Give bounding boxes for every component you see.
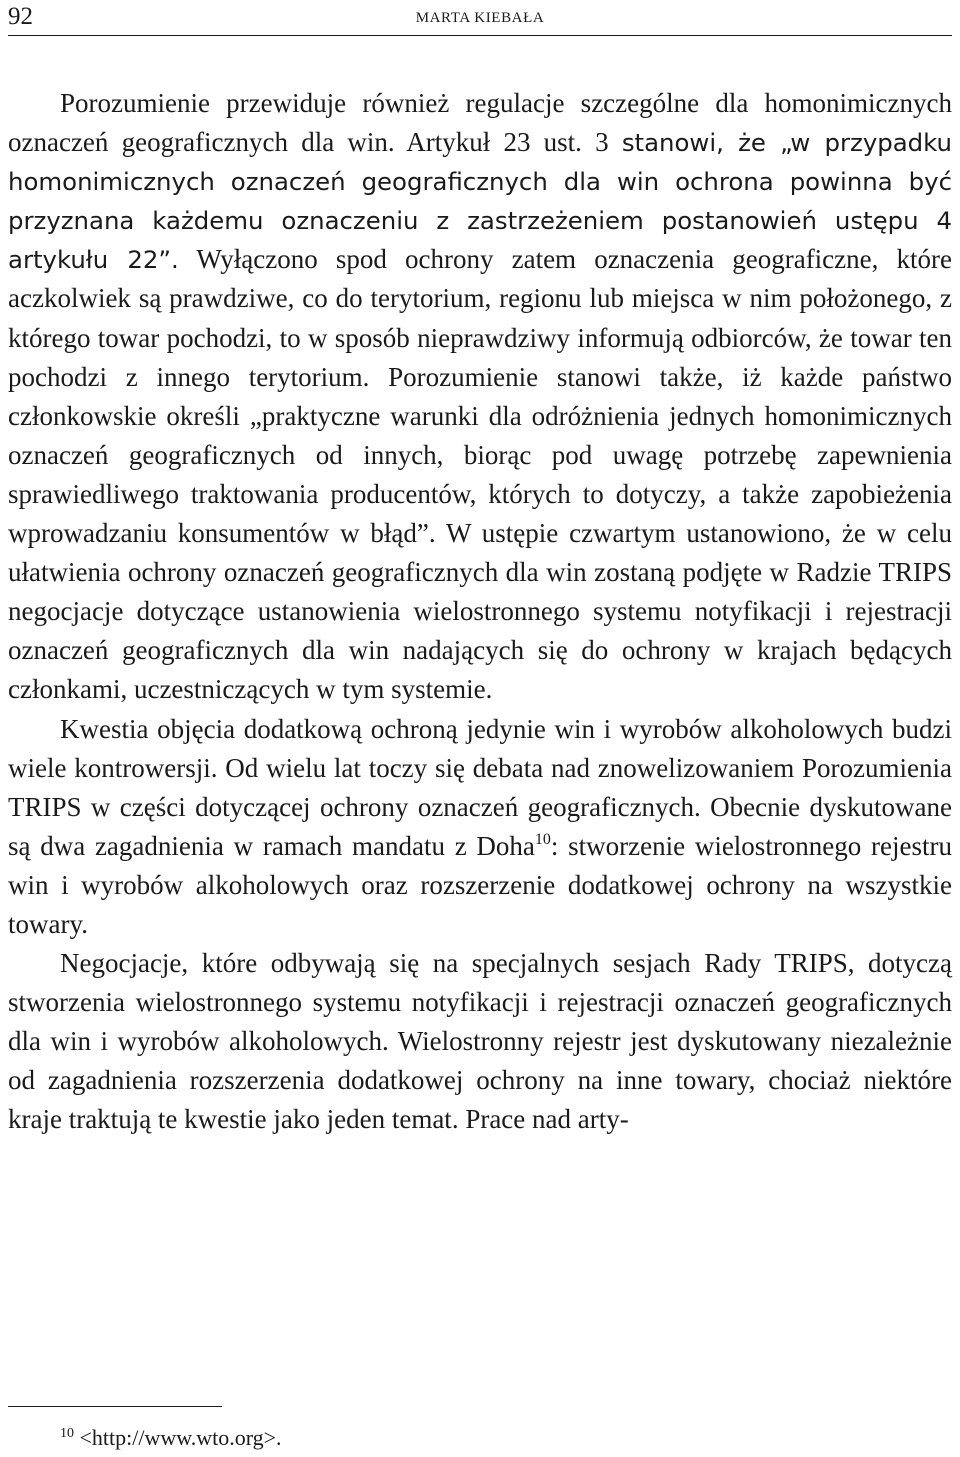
header-rule [8, 35, 952, 36]
paragraph-1 [8, 84, 952, 710]
footnote [60, 1424, 282, 1452]
footnote-link[interactable]: <http://www.wto.org>. [74, 1425, 282, 1450]
paragraph-1-quote-a: stanowi, że „w przypadku homonimicznych oznaczeń geograficznych dla win ochrona powinna być przyznana każdemu oznaczeniu z zastrzeżeniem postanowień ustępu 4 artykułu 22”. [8, 128, 953, 275]
paragraph-2-part-a: Kwestia objęcia dodatkową ochroną jedynie win i wyrobów alkoholowych budzi wiele kontrowersji. Od wielu lat toczy się debata nad znowelizowaniem Porozumienia TRIPS w części dotyczącej ochrony oznaczeń geograficznych. Obecnie dyskutowane są dwa zagadnienia w ramach mandatu z Doha [8, 713, 952, 861]
running-head: MARTA KIEBAŁA [415, 10, 545, 26]
paragraph-2 [8, 710, 952, 945]
paragraph-1-part-a: Porozumienie przewiduje również regulacje szczególne dla homonimicznych oznaczeń geograficznych dla win. Artykuł 23 ust. 3 [8, 88, 952, 158]
paragraph-3 [8, 944, 952, 1139]
page-header [8, 0, 952, 36]
footnote-number: 10 [60, 1426, 74, 1441]
footnote-rule [8, 1406, 222, 1407]
footnote-reference[interactable]: 10 [534, 830, 551, 848]
paragraph-1-part-d: W ustępie czwartym ustanowiono, że w celu ułatwienia ochrony oznaczeń geograficznych dla win zostaną podjęte w Radzie TRIPS negocjacje dotyczące ustanowienia wielostronnego systemu notyfikacji i rejestracji oznaczeń geograficznych dla win nadających się do ochrony w krajach będących członkami, uczestniczących w tym systemie. [8, 518, 952, 705]
page-number: 92 [8, 3, 33, 30]
paragraph-3-part-a: Negocjacje, które odbywają się na specjalnych sesjach Rady TRIPS, dotyczą stworzenia wielostronnego systemu notyfikacji i rejestracji oznaczeń geograficznych dla win i wyrobów alkoholowych. Wielostronny rejestr jest dyskutowany niezależnie od zagadnienia rozszerzenia dodatkowej ochrony na inne towary, chociaż niektóre kraje traktują te kwestie jako jeden temat. Prace nad arty- [8, 948, 952, 1135]
paragraph-1-part-c: Wyłączono spod ochrony zatem oznaczenia geograficzne, które aczkolwiek są prawdziwe, co do terytorium, regionu lub miejsca w nim położonego, z którego towar pochodzi, to w sposób nieprawdziwy informują odbiorców, że towar ten pochodzi z innego terytorium. Porozumienie stanowi także, iż każde państwo członkowskie określi „praktyczne warunki dla odróżnienia jednych homonimicznych oznaczeń geograficznych od innych, biorąc pod uwagę potrzebę zapewnienia sprawiedliwego traktowania producentów, których to dotyczy, a także zapobieżenia wprowadzaniu konsumentów w błąd”. [8, 244, 952, 549]
paragraph-2-part-b: : stworzenie wielostronnego rejestru win i wyrobów alkoholowych oraz rozszerzenie dodatkowej ochrony na wszystkie towary. [8, 830, 952, 939]
body-text [8, 84, 952, 1140]
